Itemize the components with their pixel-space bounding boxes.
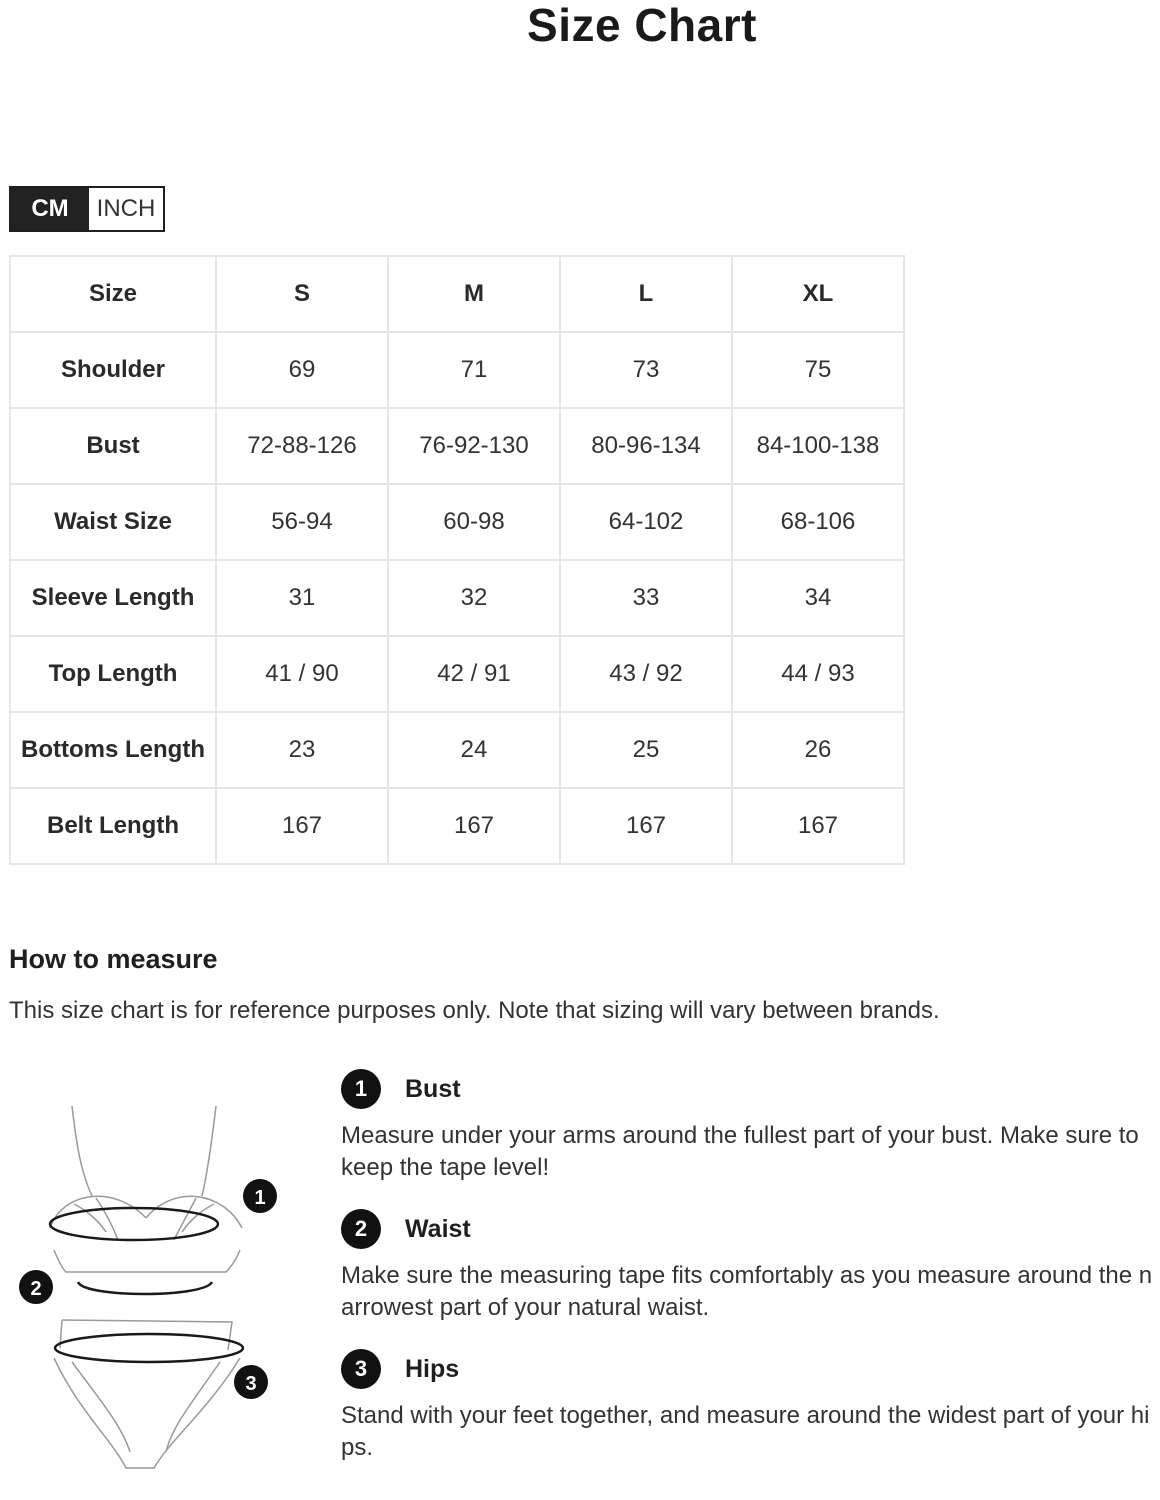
row-label: Belt Length xyxy=(10,788,216,864)
table-cell: 26 xyxy=(732,712,904,788)
row-label: Bottoms Length xyxy=(10,712,216,788)
diagram-marker: 1 xyxy=(254,1187,266,1209)
table-cell: 41 / 90 xyxy=(216,636,388,712)
table-cell: 56-94 xyxy=(216,484,388,560)
table-row xyxy=(10,636,904,712)
step-title: Bust xyxy=(405,1074,461,1103)
table-cell: 167 xyxy=(732,788,904,864)
table-cell: 34 xyxy=(732,560,904,636)
measure-step-bust xyxy=(341,1068,1157,1184)
step-description: Make sure the measuring tape fits comfortably as you measure around the narrowest part of your natural waist. xyxy=(341,1262,1153,1321)
table-cell: 23 xyxy=(216,712,388,788)
table-header-cell: L xyxy=(560,256,732,332)
table-cell: 42 / 91 xyxy=(388,636,560,712)
table-cell: 71 xyxy=(388,332,560,408)
table-cell: 24 xyxy=(388,712,560,788)
row-label: Top Length xyxy=(10,636,216,712)
table-cell: 32 xyxy=(388,560,560,636)
table-cell: 72-88-126 xyxy=(216,408,388,484)
table-cell: 73 xyxy=(560,332,732,408)
unit-toggle xyxy=(9,186,165,232)
step-description: Stand with your feet together, and measure around the widest part of your hips. xyxy=(341,1402,1150,1461)
table-cell: 167 xyxy=(388,788,560,864)
row-label: Bust xyxy=(10,408,216,484)
row-label: Waist Size xyxy=(10,484,216,560)
measure-step-hips xyxy=(341,1348,1157,1464)
diagram-marker: 2 xyxy=(30,1278,42,1300)
table-cell: 69 xyxy=(216,332,388,408)
table-cell: 25 xyxy=(560,712,732,788)
step-title: Hips xyxy=(405,1354,460,1383)
table-cell: 76-92-130 xyxy=(388,408,560,484)
unit-cm-button[interactable]: CM xyxy=(11,188,89,230)
diagram-marker: 3 xyxy=(245,1373,257,1395)
table-cell: 60-98 xyxy=(388,484,560,560)
page-title: Size Chart xyxy=(527,0,757,51)
step-title: Waist xyxy=(405,1214,471,1243)
table-cell: 68-106 xyxy=(732,484,904,560)
measure-steps xyxy=(341,1068,1157,1488)
table-cell: 33 xyxy=(560,560,732,636)
step-number-badge: 1 xyxy=(341,1069,381,1109)
table-row xyxy=(10,712,904,788)
table-cell: 167 xyxy=(560,788,732,864)
table-cell: 44 / 93 xyxy=(732,636,904,712)
table-cell: 43 / 92 xyxy=(560,636,732,712)
table-cell: 84-100-138 xyxy=(732,408,904,484)
table-header-cell: Size xyxy=(10,256,216,332)
table-row xyxy=(10,484,904,560)
reference-note: This size chart is for reference purposes only. Note that sizing will vary between brands. xyxy=(9,997,940,1024)
measure-step-waist xyxy=(341,1208,1157,1324)
table-header-cell: S xyxy=(216,256,388,332)
step-number-badge: 3 xyxy=(341,1349,381,1389)
table-cell: 167 xyxy=(216,788,388,864)
table-cell: 31 xyxy=(216,560,388,636)
how-to-measure-heading: How to measure xyxy=(9,944,218,974)
table-row xyxy=(10,408,904,484)
table-cell: 75 xyxy=(732,332,904,408)
table-row xyxy=(10,560,904,636)
table-header-row xyxy=(10,256,904,332)
table-row xyxy=(10,332,904,408)
table-row xyxy=(10,788,904,864)
table-cell: 64-102 xyxy=(560,484,732,560)
table-header-cell: XL xyxy=(732,256,904,332)
table-header-cell: M xyxy=(388,256,560,332)
step-description: Measure under your arms around the fullest part of your bust. Make sure to keep the tape level! xyxy=(341,1122,1139,1181)
size-table xyxy=(9,255,905,865)
row-label: Shoulder xyxy=(10,332,216,408)
row-label: Sleeve Length xyxy=(10,560,216,636)
unit-inch-button[interactable]: INCH xyxy=(89,188,163,230)
swimsuit-measure-illustration xyxy=(14,1100,284,1480)
step-number-badge: 2 xyxy=(341,1209,381,1249)
table-cell: 80-96-134 xyxy=(560,408,732,484)
